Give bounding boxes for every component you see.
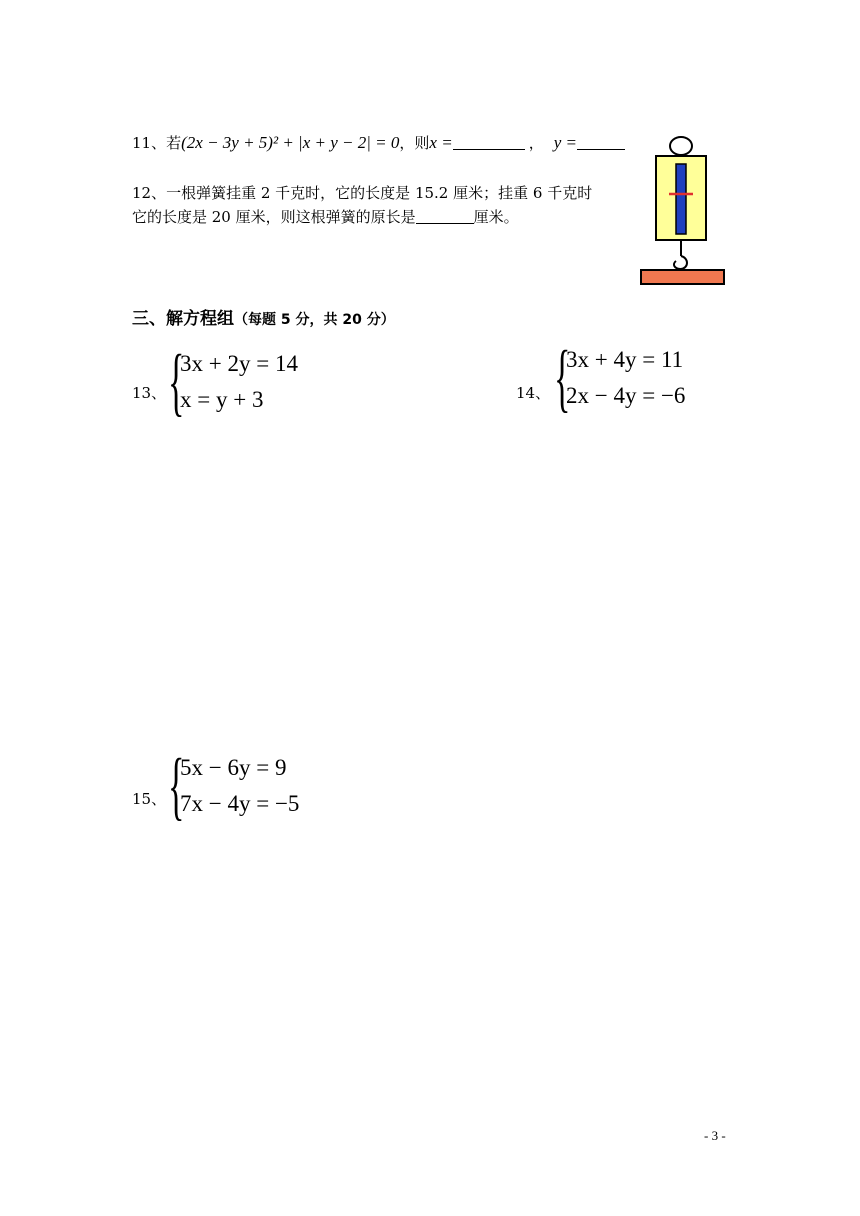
section-title: 三、解方程组 xyxy=(132,309,234,329)
hook-icon xyxy=(674,256,687,269)
scale-bar xyxy=(676,164,686,234)
question-14-number: 14、 xyxy=(516,384,551,402)
question-unit: 厘米。 xyxy=(473,208,519,226)
question-number: 12、 xyxy=(132,184,167,202)
question-text: 它的长度是 20 厘米，则这根弹簧的原长是 xyxy=(132,208,416,226)
x-label: x = xyxy=(429,133,453,152)
section-note: （每题 5 分，共 20 分） xyxy=(234,312,395,328)
equation-1: 5x − 6y = 9 xyxy=(180,755,287,780)
equation-1: 3x + 4y = 11 xyxy=(566,347,684,372)
question-12-line-1 xyxy=(132,182,592,203)
question-number: 11、 xyxy=(132,134,167,152)
equation-2: 2x − 4y = −6 xyxy=(566,383,686,408)
weight-base xyxy=(641,270,724,284)
question-text: 一根弹簧挂重 2 千克时，它的长度是 15.2 厘米；挂重 6 千克时 xyxy=(166,184,593,202)
equation-expression: (2x − 3y + 5)² + |x + y − 2| = 0 xyxy=(181,133,400,152)
equation-system-14 xyxy=(566,342,685,414)
question-12-line-2 xyxy=(132,206,519,227)
equation-1: 3x + 2y = 14 xyxy=(180,351,298,376)
equation-system-13 xyxy=(180,346,298,418)
question-11 xyxy=(132,132,625,153)
left-brace: { xyxy=(168,744,185,828)
equation-2: x = y + 3 xyxy=(180,387,264,412)
spring-scale-figure xyxy=(636,132,728,288)
question-prefix: 若 xyxy=(166,134,182,152)
y-label: y = xyxy=(553,133,577,152)
section-heading xyxy=(132,304,395,329)
equation-2: 7x − 4y = −5 xyxy=(180,791,300,816)
separator: ， xyxy=(528,134,544,152)
question-connector: ，则 xyxy=(399,134,430,152)
hanging-ring xyxy=(670,137,692,155)
left-brace: { xyxy=(168,340,185,424)
question-13-number: 13、 xyxy=(132,384,167,402)
left-brace: { xyxy=(554,336,571,420)
x-answer-blank[interactable] xyxy=(453,135,525,150)
length-answer-blank[interactable] xyxy=(416,209,474,224)
y-answer-blank[interactable] xyxy=(577,135,625,150)
question-15-number: 15、 xyxy=(132,790,167,808)
equation-system-15 xyxy=(180,750,299,822)
page-number: - 3 - xyxy=(704,1128,726,1143)
